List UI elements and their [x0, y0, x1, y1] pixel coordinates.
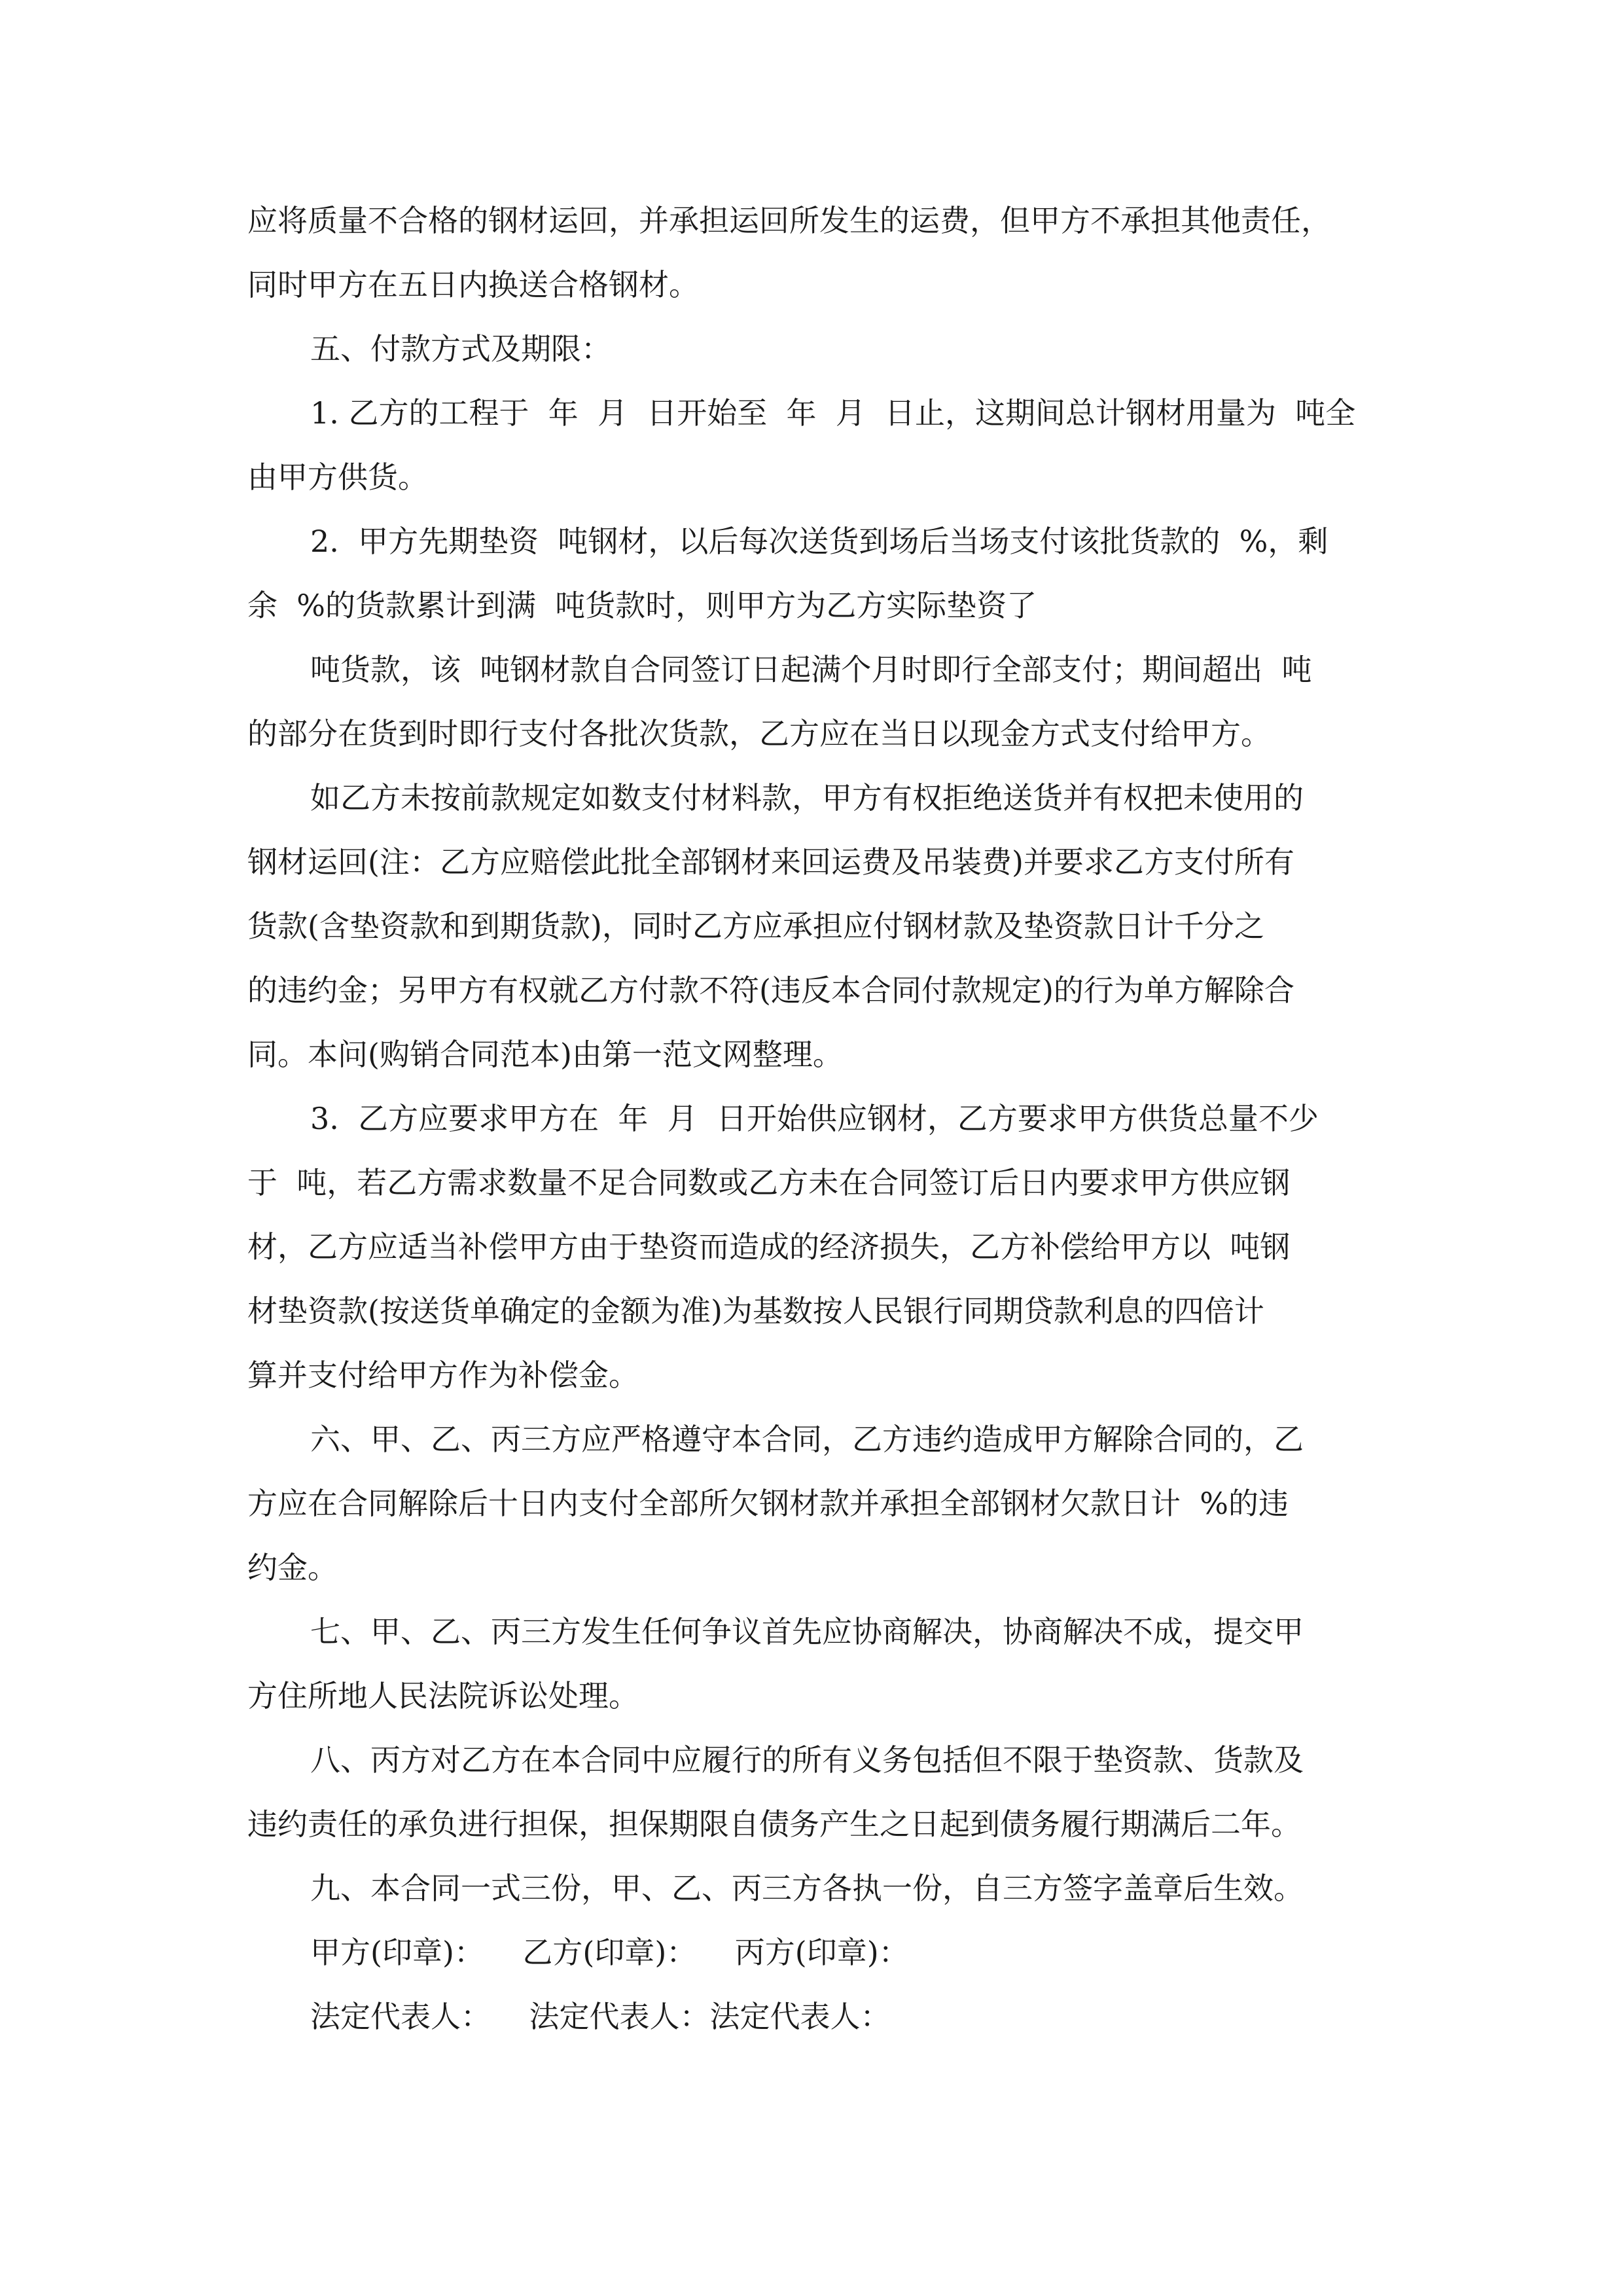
- legal-representatives: 法定代表人： 法定代表人：法定代表人：: [310, 1999, 891, 2034]
- text-line: 的部分在货到时即行支付各批次货款，乙方应在当日以现金方式支付给甲方。: [247, 716, 1271, 751]
- section-heading: 六、甲、乙、丙三方应严格遵守本合同，乙方违约造成甲方解除合同的，乙: [310, 1422, 1304, 1457]
- text-line: 由甲方供货。: [247, 459, 428, 495]
- text-line: 违约责任的承负进行担保，担保期限自债务产生之日起到债务履行期满后二年。: [247, 1806, 1301, 1842]
- text-line: 钢材运回(注：乙方应赔偿此批全部钢材来回运费及吊装费)并要求乙方支付所有: [247, 844, 1294, 880]
- text-line: 同时甲方在五日内换送合格钢材。: [247, 267, 699, 302]
- text-line: 材垫资款(按送货单确定的金额为准)为基数按人民银行同期贷款利息的四倍计: [247, 1293, 1264, 1329]
- text-line: 材，乙方应适当补偿甲方由于垫资而造成的经济损失，乙方补偿给甲方以 吨钢: [247, 1229, 1291, 1265]
- text-line: 方应在合同解除后十日内支付全部所欠钢材款并承担全部钢材欠款日计 %的违: [247, 1486, 1289, 1521]
- section-heading: 九、本合同一式三份，甲、乙、丙三方各执一份，自三方签字盖章后生效。: [310, 1871, 1304, 1906]
- section-heading: 七、甲、乙、丙三方发生任何争议首先应协商解决，协商解决不成，提交甲: [310, 1614, 1304, 1649]
- section-heading: 八、丙方对乙方在本合同中应履行的所有义务包括但不限于垫资款、货款及: [310, 1742, 1304, 1778]
- signature-parties: 甲方(印章)： 乙方(印章)： 丙方(印章)：: [310, 1935, 909, 1970]
- text-line: 1. 乙方的工程于 年 月 日开始至 年 月 日止，这期间总计钢材用量为 吨全: [310, 395, 1356, 431]
- text-line: 约金。: [247, 1550, 338, 1585]
- text-line: 吨货款，该 吨钢材款自合同签订日起满个月时即行全部支付；期间超出 吨: [310, 652, 1312, 687]
- text-line: 于 吨，若乙方需求数量不足合同数或乙方未在合同签订后日内要求甲方供应钢: [247, 1165, 1291, 1200]
- text-line: 货款(含垫资款和到期货款)，同时乙方应承担应付钢材款及垫资款日计千分之: [247, 908, 1264, 944]
- text-line: 如乙方未按前款规定如数支付材料款，甲方有权拒绝送货并有权把未使用的: [310, 780, 1304, 816]
- text-line: 的违约金；另甲方有权就乙方付款不符(违反本合同付款规定)的行为单方解除合: [247, 973, 1294, 1008]
- text-line: 2. 甲方先期垫资 吨钢材，以后每次送货到场后当场支付该批货款的 %，剩: [310, 524, 1329, 559]
- text-line: 同。本问(购销合同范本)由第一范文网整理。: [247, 1037, 843, 1072]
- text-line: 余 %的货款累计到满 吨货款时，则甲方为乙方实际垫资了: [247, 588, 1037, 623]
- text-line: 3. 乙方应要求甲方在 年 月 日开始供应钢材，乙方要求甲方供货总量不少: [310, 1101, 1319, 1136]
- text-line: 算并支付给甲方作为补偿金。: [247, 1357, 639, 1393]
- text-line: 应将质量不合格的钢材运回，并承担运回所发生的运费，但甲方不承担其他责任，: [247, 203, 1331, 238]
- section-heading: 五、付款方式及期限：: [310, 331, 611, 367]
- contract-page: [247, 188, 1380, 2049]
- text-line: 方住所地人民法院诉讼处理。: [247, 1678, 639, 1713]
